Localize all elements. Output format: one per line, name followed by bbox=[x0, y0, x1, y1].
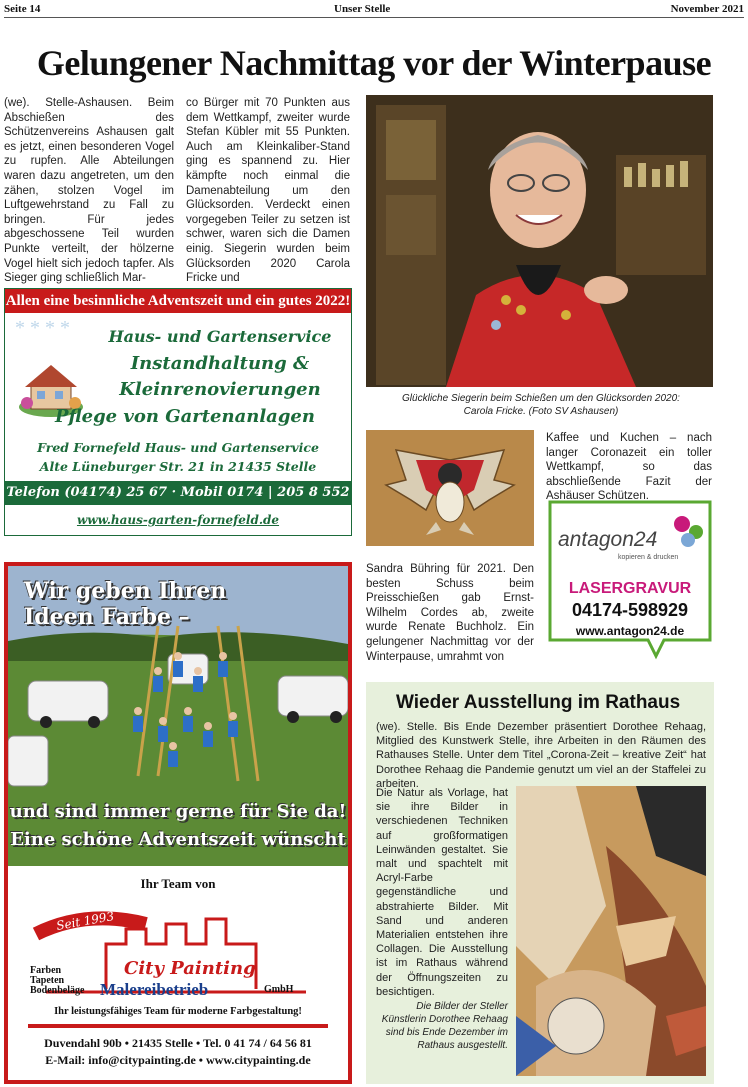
since-label: Seit 1993 bbox=[55, 909, 116, 933]
garden-service-ad bbox=[4, 288, 352, 536]
legal-form: GmbH bbox=[264, 984, 294, 995]
article-column-2: co Bürger mit 70 Punkten aus dem Wettkampf, zweiter wurde Stefan Kübler mit 55 Punkten. Auch am Kleinkaliber-Stand ging es spannend zu. Hier kämpfte noch einmal die Damenabteilung um den Glücksorden. Verdeckt einen vorgegeben Teiler zu setzen ist schwer, waren sich die Damen einig. Siegerin wurden beim Glücksorden 2020 Carola Fricke und bbox=[186, 97, 350, 285]
issue-date: November 2021 bbox=[670, 3, 744, 15]
antagon-sub: kopieren & drucken bbox=[618, 554, 679, 561]
antagon-service: LASERGRAVUR bbox=[568, 580, 692, 597]
artwork-image bbox=[516, 786, 706, 1076]
ad-headline-1: Wir geben Ihren bbox=[24, 578, 227, 604]
winner-photo bbox=[366, 95, 713, 387]
antagon-phone: 04174-598929 bbox=[571, 600, 689, 620]
service-item: Tapeten bbox=[30, 975, 65, 986]
logo-name: City Painting bbox=[124, 958, 256, 979]
article-column-1: (we). Stelle-Ashausen. Beim Abschießen des Schützenvereins Ashausen galt es jetzt, einen besonderen Vogel zu rupfen. Alle Abteilungen waren dazu angetreten, um den zähen, stolzen Vogel im Luftgewehrstand zu Fall zu bringen. Für jedes abgeschossene Teil wurden Punkte verteilt, der hölzerne Vogel hielt sich jedoch tapfer. Als Sieger ging schließlich Mar- bbox=[4, 97, 174, 285]
service-item: Farben bbox=[30, 965, 62, 976]
ad-phone: Telefon (04174) 25 67 · Mobil 0174 | 205 8 552 bbox=[5, 481, 351, 505]
ad-tagline: Ihr leistungsfähiges Team für moderne Farbgestaltung! bbox=[54, 1006, 302, 1017]
ad-headline-2: Ideen Farbe – bbox=[24, 604, 190, 630]
exhibition-intro: (we). Stelle. Bis Ende Dezember präsentiert Dorothee Rehaag, Mitglied des Kunstwerk Stelle, ihre Arbeiten in den Räumen des Rathauses Stelle. Unter dem Titel „Corona-Zeit – kreative Zeit“ hat Dorothee Rehaag die Pandemie genutzt um viel an der Staffelei zu arbeiten. bbox=[376, 721, 706, 790]
eagle-emblem-image bbox=[366, 430, 534, 546]
ad-address: Alte Lüneburger Str. 21 in 21435 Stelle bbox=[39, 459, 317, 474]
ad-slogan-1: und sind immer gerne für Sie da! bbox=[9, 801, 347, 822]
page-header bbox=[4, 2, 744, 18]
exhibition-article bbox=[366, 682, 714, 1084]
service-item: Bodenbeläge bbox=[30, 985, 85, 996]
divider bbox=[28, 1024, 328, 1028]
ad-line-3: Kleinrenovierungen bbox=[119, 379, 321, 400]
city-painting-ad bbox=[4, 562, 352, 1084]
ad-address: Duvendahl 90b • 21435 Stelle • Tel. 0 41 74 / 64 56 81 bbox=[44, 1036, 312, 1050]
ad-line-1: Haus- und Gartenservice bbox=[108, 327, 332, 346]
article-column-4: Kaffee und Kuchen – nach langer Coronazeit ein toller Wettkampf, so das abschließende Fazit der Ashäuser Schützen. bbox=[546, 432, 712, 503]
antagon-website-link[interactable]: www.antagon24.de bbox=[575, 624, 685, 638]
exhibition-title: Wieder Ausstellung im Rathaus bbox=[396, 692, 681, 713]
ad-company: Fred Fornefeld Haus- und Gartenservice bbox=[37, 440, 319, 455]
ad-banner: Allen eine besinnliche Adventszeit und ein gutes 2022! bbox=[5, 289, 351, 313]
publication-name: Unser Stelle bbox=[334, 3, 391, 15]
team-label: Ihr Team von bbox=[140, 876, 216, 891]
article-headline: Gelungener Nachmittag vor der Winterpause bbox=[36, 43, 712, 83]
exhibition-caption: Die Bilder der Steller Künstlerin Dorothee Rehaag sind bis Ende Dezember im Rathaus ausgestellt. bbox=[381, 1001, 508, 1051]
ad-website-link[interactable]: www.haus-garten-fornefeld.de bbox=[76, 513, 280, 527]
article-column-3: Sandra Bühring für 2021. Den besten Schuss beim Preisschießen gab Ernst-Wilhelm Cordes ab, zweite wurde Renate Buchholz. Ein gelungener Nachmittag vor der Winterpause, umrahmt von bbox=[366, 563, 534, 663]
snowflake-icon: * * * * bbox=[15, 317, 70, 339]
ad-line-4: Pflege von Gartenanlagen bbox=[55, 406, 315, 427]
services-list bbox=[30, 966, 84, 996]
antagon24-ad bbox=[548, 500, 712, 660]
exhibition-body: Die Natur als Vorlage, hat sie ihre Bilder in verschiedenen Techniken auf großformatigen Leinwänden gestaltet. Sie malt und spachtelt mit Acryl-Farbe gegenständliche und abstrahierte Bilder. Mit Sand und anderen Materialien entstehen ihre Collagen. Die Ausstellung ist im Rathaus während der Öffnungszeiten zu besichtigen. bbox=[376, 787, 508, 998]
business-type: Malereibetrieb bbox=[100, 980, 209, 999]
antagon-brand: antagon24 bbox=[558, 528, 658, 551]
ad-slogan-2: Eine schöne Adventszeit wünscht bbox=[10, 829, 346, 850]
page-number: Seite 14 bbox=[4, 3, 41, 15]
ad-line-2: Instandhaltung & bbox=[130, 353, 310, 374]
ad-contact[interactable]: E-Mail: info@citypainting.de • www.citypainting.de bbox=[45, 1053, 311, 1067]
photo-caption: Glückliche Siegerin beim Schießen um den Glücksorden 2020: Carola Fricke. (Foto SV Ashausen) bbox=[402, 393, 680, 417]
